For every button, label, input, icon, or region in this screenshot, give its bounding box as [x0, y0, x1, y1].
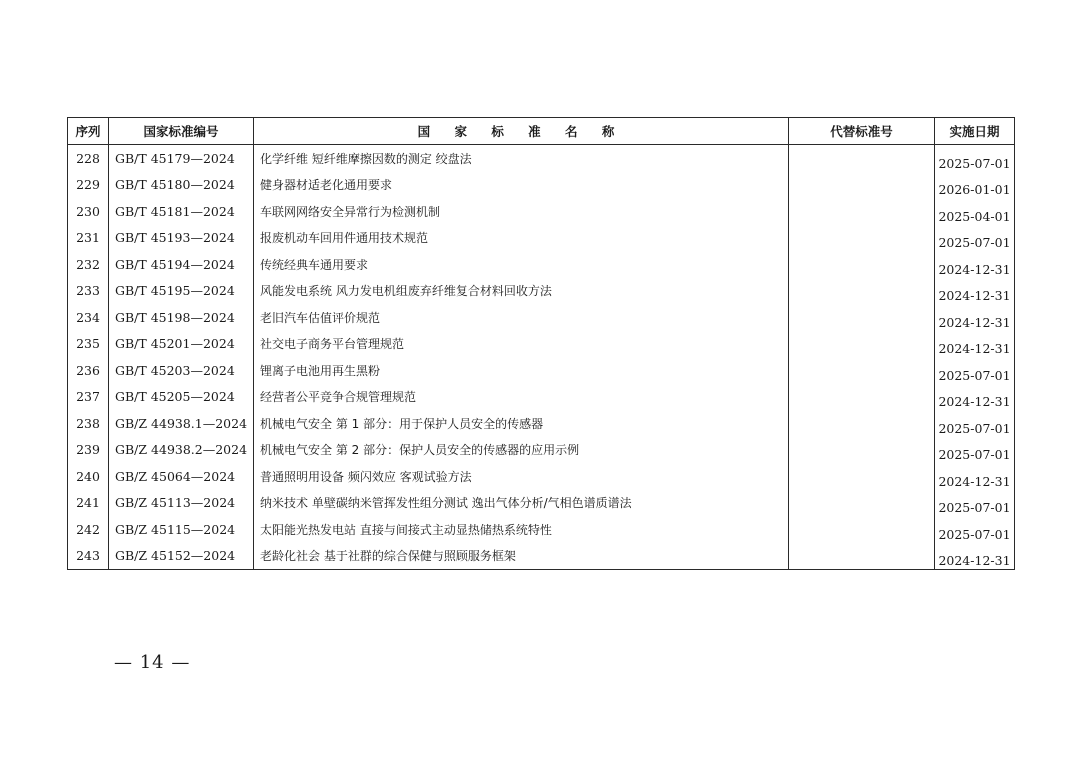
cell-date: 2024-12-31: [935, 251, 1015, 278]
cell-name: 机械电气安全 第 2 部分：保护人员安全的传感器的应用示例: [254, 437, 789, 464]
header-name: 国 家 标 准 名 称: [254, 118, 789, 145]
table-row: [68, 516, 1015, 543]
cell-date: 2025-07-01: [935, 357, 1015, 384]
cell-seq: 229: [68, 172, 109, 199]
cell-date: 2024-12-31: [935, 543, 1015, 570]
cell-name: 太阳能光热发电站 直接与间接式主动显热储热系统特性: [254, 516, 789, 543]
cell-date: 2024-12-31: [935, 278, 1015, 305]
cell-name: 健身器材适老化通用要求: [254, 172, 789, 199]
table-row: [68, 463, 1015, 490]
cell-seq: 233: [68, 278, 109, 305]
standards-table: [67, 117, 1015, 570]
cell-name: 传统经典车通用要求: [254, 251, 789, 278]
cell-replace: [789, 516, 935, 543]
cell-name: 车联网网络安全异常行为检测机制: [254, 198, 789, 225]
table-row: [68, 304, 1015, 331]
table-row: [68, 543, 1015, 570]
cell-date: 2026-01-01: [935, 172, 1015, 199]
cell-replace: [789, 543, 935, 570]
cell-date: 2024-12-31: [935, 384, 1015, 411]
cell-date: 2024-12-31: [935, 331, 1015, 358]
table-body: [68, 145, 1015, 570]
cell-replace: [789, 331, 935, 358]
table-row: [68, 225, 1015, 252]
cell-code: GB/T 45195—2024: [109, 278, 254, 305]
header-row: [68, 118, 1015, 145]
cell-seq: 231: [68, 225, 109, 252]
cell-replace: [789, 490, 935, 517]
cell-seq: 236: [68, 357, 109, 384]
cell-replace: [789, 198, 935, 225]
cell-code: GB/Z 44938.2—2024: [109, 437, 254, 464]
cell-name: 普通照明用设备 频闪效应 客观试验方法: [254, 463, 789, 490]
cell-replace: [789, 172, 935, 199]
cell-name: 机械电气安全 第 1 部分：用于保护人员安全的传感器: [254, 410, 789, 437]
table-row: [68, 198, 1015, 225]
table-row: [68, 278, 1015, 305]
cell-seq: 235: [68, 331, 109, 358]
cell-date: 2025-07-01: [935, 225, 1015, 252]
cell-name: 经营者公平竞争合规管理规范: [254, 384, 789, 411]
cell-seq: 240: [68, 463, 109, 490]
cell-name: 报废机动车回用件通用技术规范: [254, 225, 789, 252]
table-row: [68, 384, 1015, 411]
cell-replace: [789, 225, 935, 252]
table-row: [68, 410, 1015, 437]
cell-name: 化学纤维 短纤维摩擦因数的测定 绞盘法: [254, 145, 789, 172]
cell-replace: [789, 357, 935, 384]
cell-replace: [789, 278, 935, 305]
table-row: [68, 251, 1015, 278]
cell-seq: 230: [68, 198, 109, 225]
cell-code: GB/T 45205—2024: [109, 384, 254, 411]
cell-code: GB/T 45179—2024: [109, 145, 254, 172]
cell-date: 2025-07-01: [935, 145, 1015, 172]
cell-seq: 232: [68, 251, 109, 278]
cell-code: GB/T 45201—2024: [109, 331, 254, 358]
cell-date: 2024-12-31: [935, 304, 1015, 331]
header-seq: 序列: [68, 118, 109, 145]
cell-replace: [789, 251, 935, 278]
cell-replace: [789, 463, 935, 490]
cell-seq: 239: [68, 437, 109, 464]
cell-seq: 237: [68, 384, 109, 411]
table-row: [68, 331, 1015, 358]
cell-code: GB/Z 45113—2024: [109, 490, 254, 517]
cell-replace: [789, 410, 935, 437]
cell-name: 老龄化社会 基于社群的综合保健与照顾服务框架: [254, 543, 789, 570]
table-row: [68, 357, 1015, 384]
cell-name: 老旧汽车估值评价规范: [254, 304, 789, 331]
cell-code: GB/T 45180—2024: [109, 172, 254, 199]
cell-name: 风能发电系统 风力发电机组废弃纤维复合材料回收方法: [254, 278, 789, 305]
table-row: [68, 437, 1015, 464]
table-row: [68, 172, 1015, 199]
cell-replace: [789, 145, 935, 172]
cell-name: 社交电子商务平台管理规范: [254, 331, 789, 358]
cell-code: GB/T 45198—2024: [109, 304, 254, 331]
cell-date: 2025-07-01: [935, 410, 1015, 437]
cell-seq: 241: [68, 490, 109, 517]
cell-code: GB/T 45181—2024: [109, 198, 254, 225]
cell-seq: 243: [68, 543, 109, 570]
cell-replace: [789, 384, 935, 411]
cell-seq: 242: [68, 516, 109, 543]
cell-replace: [789, 437, 935, 464]
cell-seq: 228: [68, 145, 109, 172]
cell-name: 纳米技术 单壁碳纳米管挥发性组分测试 逸出气体分析/气相色谱质谱法: [254, 490, 789, 517]
cell-code: GB/Z 45115—2024: [109, 516, 254, 543]
header-date: 实施日期: [935, 118, 1015, 145]
page-number: — 14 —: [114, 652, 191, 673]
cell-date: 2025-07-01: [935, 437, 1015, 464]
table-row: [68, 145, 1015, 172]
cell-date: 2025-07-01: [935, 516, 1015, 543]
cell-seq: 238: [68, 410, 109, 437]
cell-code: GB/T 45194—2024: [109, 251, 254, 278]
cell-code: GB/Z 44938.1—2024: [109, 410, 254, 437]
table-header: [68, 118, 1015, 145]
header-replace: 代替标准号: [789, 118, 935, 145]
cell-date: 2025-04-01: [935, 198, 1015, 225]
cell-code: GB/T 45203—2024: [109, 357, 254, 384]
cell-code: GB/Z 45064—2024: [109, 463, 254, 490]
cell-code: GB/T 45193—2024: [109, 225, 254, 252]
cell-code: GB/Z 45152—2024: [109, 543, 254, 570]
cell-seq: 234: [68, 304, 109, 331]
cell-replace: [789, 304, 935, 331]
cell-date: 2024-12-31: [935, 463, 1015, 490]
cell-name: 锂离子电池用再生黑粉: [254, 357, 789, 384]
header-code: 国家标准编号: [109, 118, 254, 145]
cell-date: 2025-07-01: [935, 490, 1015, 517]
table-row: [68, 490, 1015, 517]
